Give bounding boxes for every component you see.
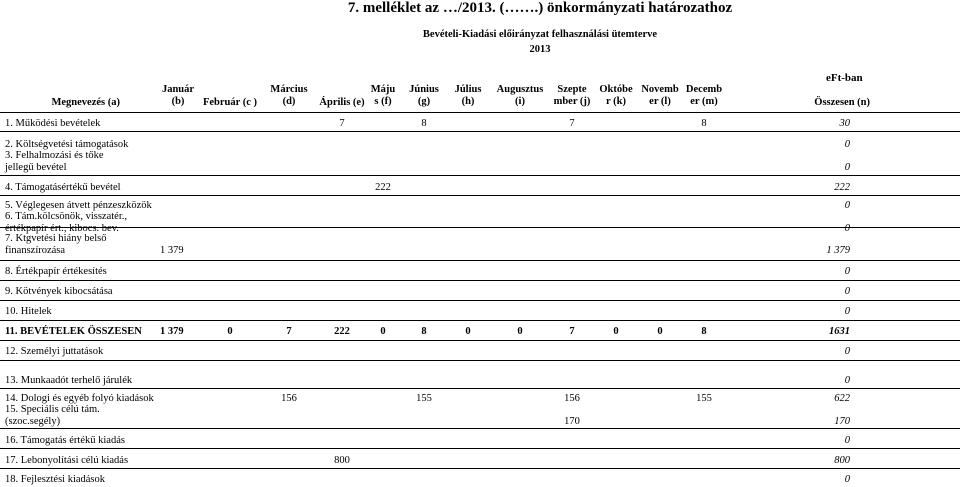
cell-may: 0 bbox=[380, 326, 386, 337]
cell-dec: 8 bbox=[701, 118, 707, 129]
document-title: 7. melléklet az …/2013. (…….) önkormányzati határozathoz bbox=[347, 0, 733, 16]
cell-jan: 1 379 bbox=[160, 326, 184, 337]
cell-total: 0 bbox=[844, 286, 850, 297]
cell-dec: 155 bbox=[696, 393, 712, 404]
row-divider bbox=[0, 227, 960, 228]
cell-mar: 156 bbox=[281, 393, 297, 404]
cell-may: 222 bbox=[375, 182, 391, 193]
cell-total: 0 bbox=[844, 375, 850, 386]
column-header-feb: Február (c ) bbox=[202, 97, 258, 108]
cell-sep: 7 bbox=[569, 326, 575, 337]
column-header-mar: Március (d) bbox=[270, 84, 308, 107]
cell-total: 0 bbox=[844, 223, 850, 234]
column-header-oct: Októbe r (k) bbox=[599, 84, 633, 107]
cell-total: 0 bbox=[844, 306, 850, 317]
cell-jan: 1 379 bbox=[160, 245, 184, 256]
column-header-jun: Június (g) bbox=[409, 84, 439, 107]
column-header-may: Máju s (f) bbox=[370, 84, 396, 107]
row-label: 4. Támogatásértékű bevétel bbox=[5, 182, 121, 193]
cell-jul: 0 bbox=[465, 326, 471, 337]
row-label: 13. Munkaadót terhelő járulék bbox=[5, 375, 133, 386]
cell-jun: 8 bbox=[421, 326, 427, 337]
row-label: 11. BEVÉTELEK ÖSSZESEN bbox=[5, 326, 142, 337]
row-label: 7. Ktgvetési hiány belső finanszírozása bbox=[5, 233, 107, 256]
cell-total: 0 bbox=[844, 162, 850, 173]
document-subtitle: Bevételi-Kiadási előirányzat felhasználási ütemterve bbox=[422, 29, 658, 40]
cell-total: 0 bbox=[844, 266, 850, 277]
cell-jun: 8 bbox=[421, 118, 427, 129]
cell-total: 0 bbox=[844, 435, 850, 446]
header-divider bbox=[0, 112, 960, 113]
cell-feb: 0 bbox=[227, 326, 233, 337]
row-label: 17. Lebonyolítási célú kiadás bbox=[5, 455, 129, 466]
cell-sep: 7 bbox=[569, 118, 575, 129]
row-divider bbox=[0, 131, 960, 132]
row-divider bbox=[0, 260, 960, 261]
cell-total: 170 bbox=[834, 416, 850, 427]
column-header-dec: Decemb er (m) bbox=[685, 84, 723, 107]
row-label: 14. Dologi és egyéb folyó kiadások bbox=[5, 393, 154, 404]
row-divider bbox=[0, 175, 960, 176]
column-header-jul: Július (h) bbox=[454, 84, 482, 107]
column-header-apr: Április (e) bbox=[319, 97, 365, 108]
cell-apr: 222 bbox=[334, 326, 350, 337]
cell-total: 30 bbox=[839, 118, 850, 129]
row-divider bbox=[0, 195, 960, 196]
row-divider bbox=[0, 468, 960, 469]
cell-dec: 8 bbox=[701, 326, 707, 337]
row-divider bbox=[0, 280, 960, 281]
column-header-aug: Augusztus (i) bbox=[496, 84, 544, 107]
row-divider bbox=[0, 340, 960, 341]
row-label: 16. Támogatás értékű kiadás bbox=[5, 435, 125, 446]
row-divider bbox=[0, 320, 960, 321]
row-label: 12. Személyi juttatások bbox=[5, 346, 104, 357]
cell-total: 0 bbox=[844, 346, 850, 357]
row-label: 2. Költségvetési támogatások bbox=[5, 139, 129, 150]
cell-total: 0 bbox=[844, 139, 850, 150]
row-label: 9. Kötvények kibocsátása bbox=[5, 286, 113, 297]
document-year: 2013 bbox=[529, 44, 551, 55]
cell-oct: 0 bbox=[613, 326, 619, 337]
cell-jun: 155 bbox=[416, 393, 432, 404]
cell-total: 800 bbox=[834, 455, 850, 466]
row-label: 8. Értékpapír értékesítés bbox=[5, 266, 107, 277]
column-header-sep: Szepte mber (j) bbox=[553, 84, 591, 107]
row-divider bbox=[0, 388, 960, 389]
cell-aug: 0 bbox=[517, 326, 523, 337]
cell-mar: 7 bbox=[286, 326, 292, 337]
column-header-name: Megnevezés (a) bbox=[51, 97, 120, 108]
cell-total: 622 bbox=[834, 393, 850, 404]
cell-apr: 7 bbox=[339, 118, 345, 129]
row-label: 3. Felhalmozási és tőke jellegű bevétel bbox=[5, 150, 104, 173]
row-label: 18. Fejlesztési kiadások bbox=[5, 474, 106, 485]
row-divider bbox=[0, 300, 960, 301]
cell-nov: 0 bbox=[657, 326, 663, 337]
column-header-total: Összesen (n) bbox=[814, 97, 870, 108]
cell-total: 1 379 bbox=[826, 245, 850, 256]
row-divider bbox=[0, 360, 960, 361]
row-label: 10. Hitelek bbox=[5, 306, 52, 317]
cell-apr: 800 bbox=[334, 455, 350, 466]
cell-sep: 156 bbox=[564, 393, 580, 404]
column-header-nov: Novemb er (l) bbox=[641, 84, 679, 107]
row-divider bbox=[0, 448, 960, 449]
cell-total: 0 bbox=[844, 200, 850, 211]
row-label: 1. Működési bevételek bbox=[5, 118, 101, 129]
cell-total: 1631 bbox=[829, 326, 850, 337]
unit-label: eFt-ban bbox=[826, 72, 863, 84]
row-label: 15. Speciális célú tám. (szoc.segély) bbox=[5, 404, 100, 427]
row-divider bbox=[0, 428, 960, 429]
cell-sep: 170 bbox=[564, 416, 580, 427]
row-label: 6. Tám.kölcsönök, visszatér., értékpapír ért., kibocs. bev. bbox=[5, 211, 127, 234]
cell-total: 222 bbox=[834, 182, 850, 193]
column-header-jan: Január (b) bbox=[161, 84, 195, 107]
cell-total: 0 bbox=[844, 474, 850, 485]
row-label: 5. Véglegesen átvett pénzeszközök bbox=[5, 200, 152, 211]
